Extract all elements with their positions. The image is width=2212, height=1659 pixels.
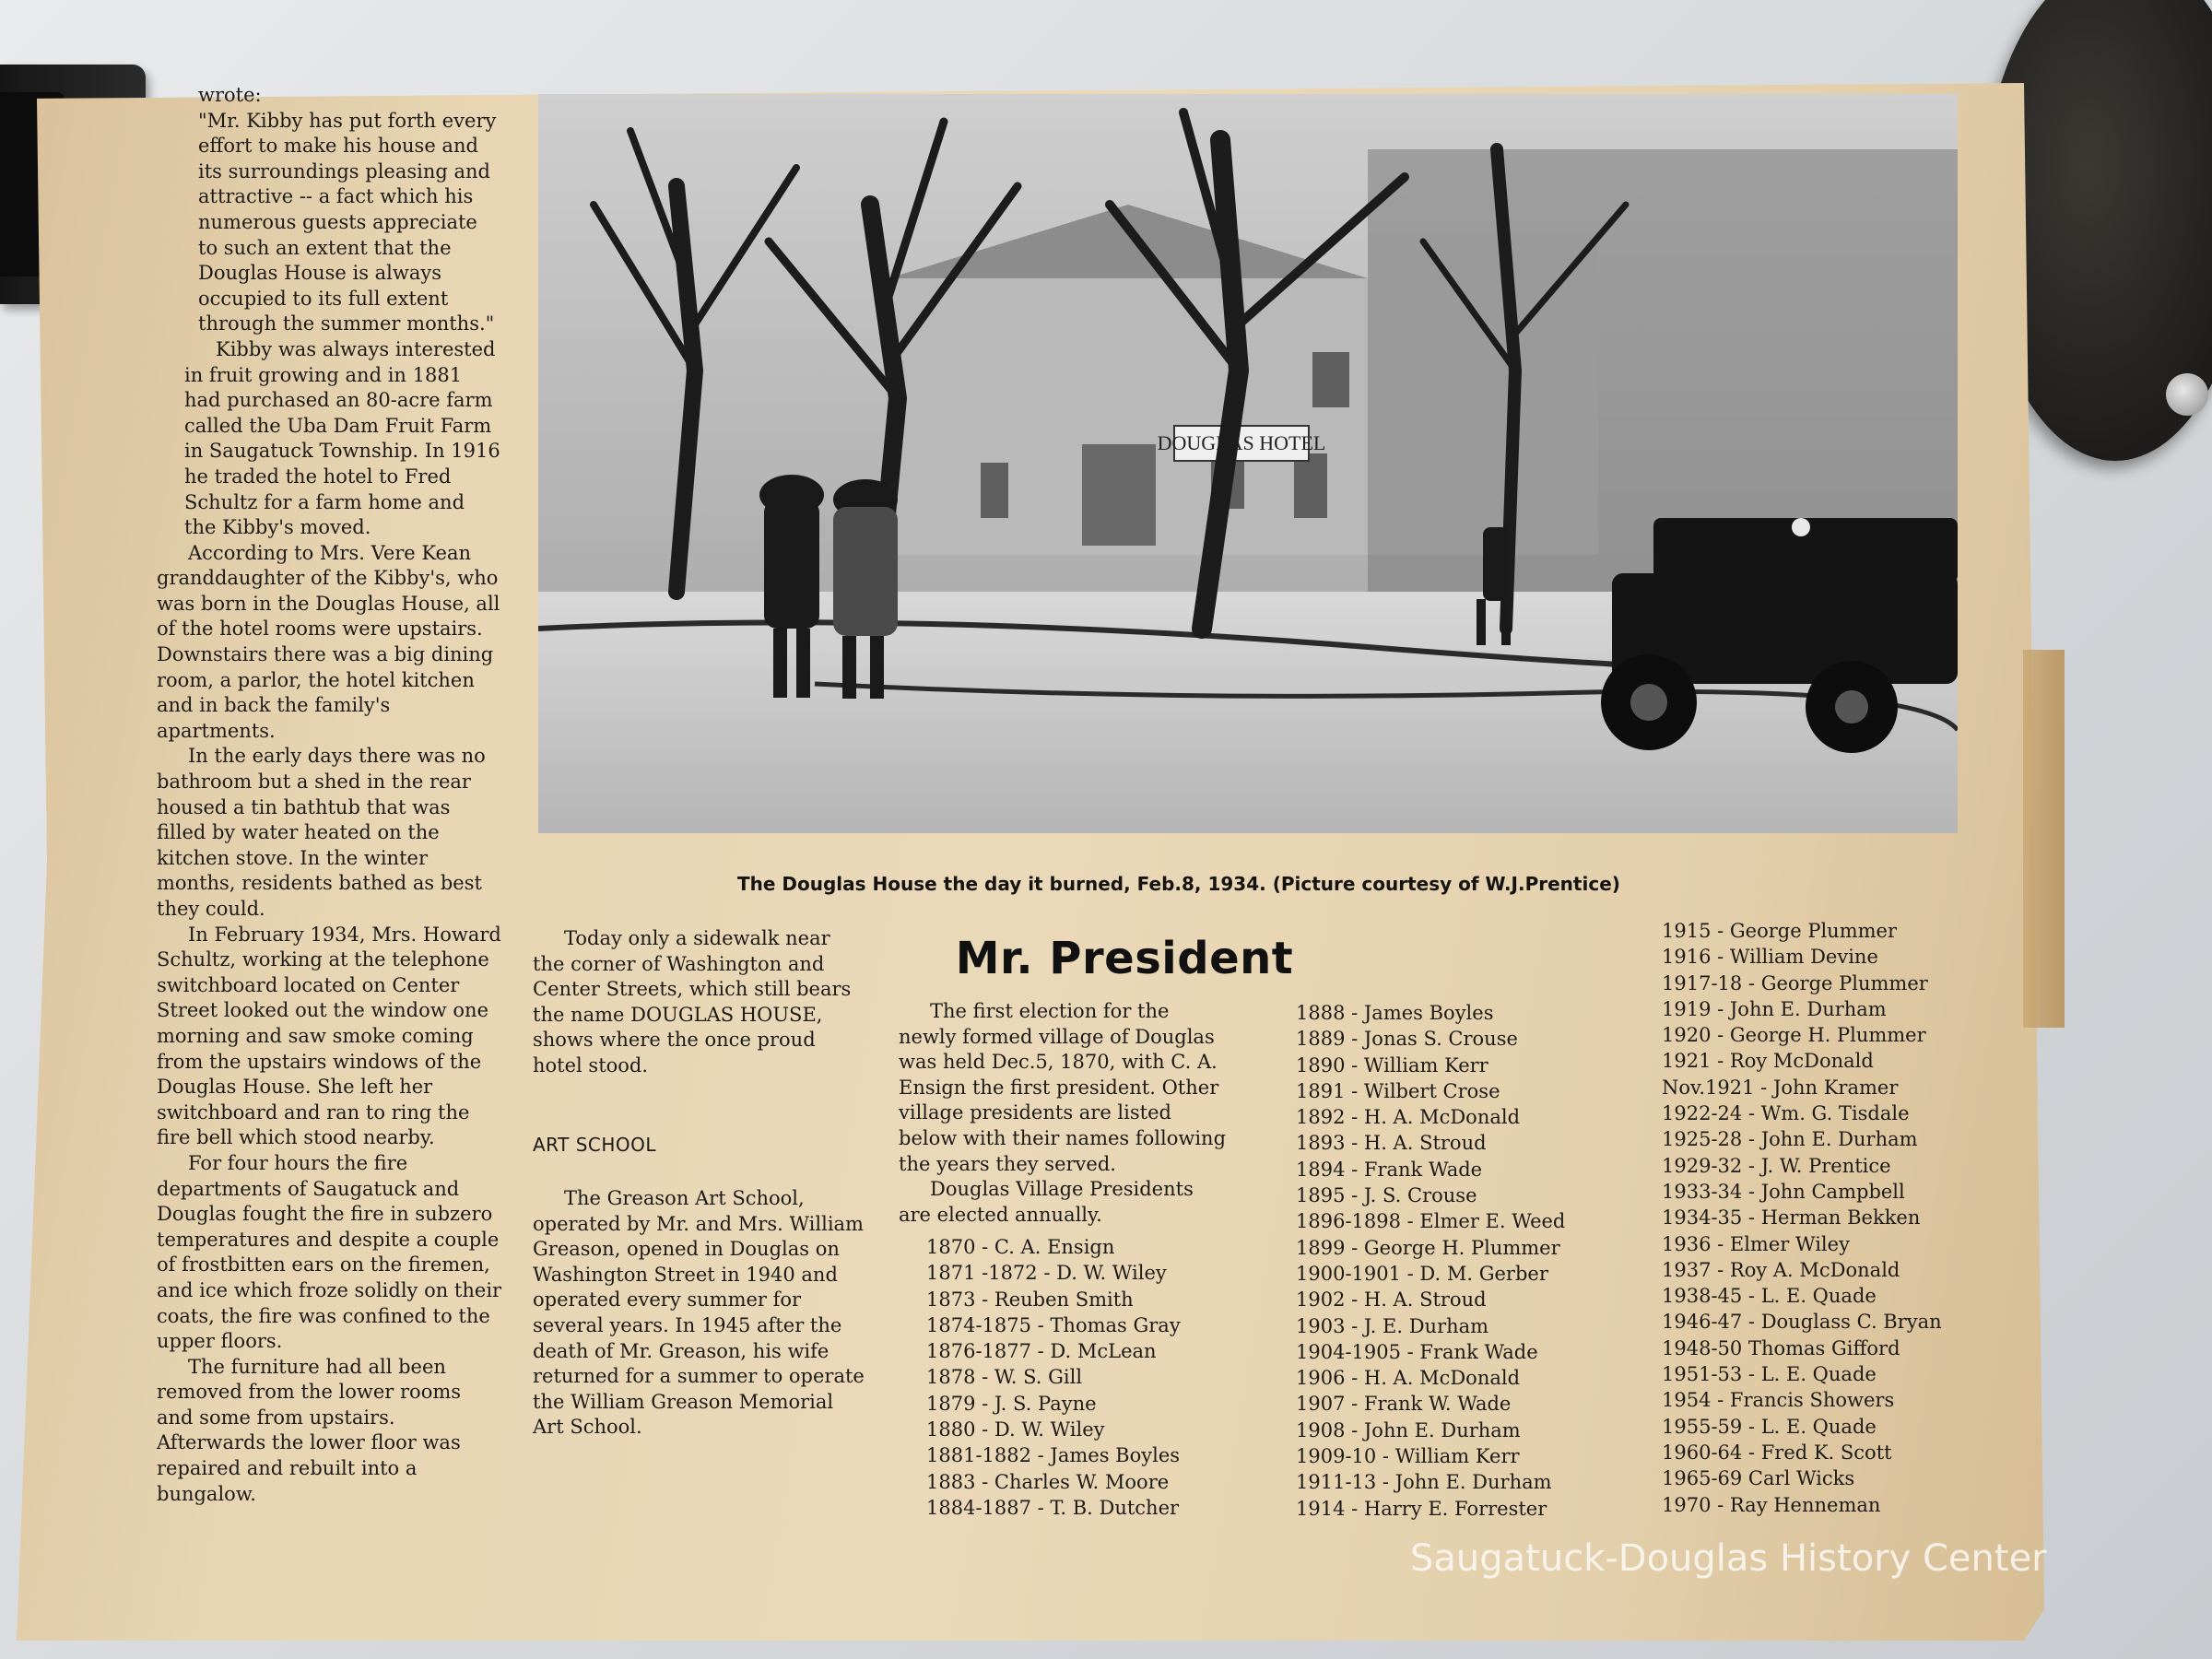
president-intro [899, 999, 1230, 1228]
list-item: 1916 - William Devine [1662, 946, 1878, 969]
list-item: 1954 - Francis Showers [1662, 1389, 1895, 1412]
list-item: 1891 - Wilbert Crose [1296, 1079, 1500, 1102]
list-item: 1922-24 - Wm. G. Tisdale [1662, 1102, 1910, 1125]
list-item: 1970 - Ray Henneman [1662, 1493, 1881, 1516]
list-item: 1893 - H. A. Stroud [1296, 1132, 1487, 1155]
list-item: 1902 - H. A. Stroud [1296, 1288, 1487, 1312]
article-para: In the early days there was no bathroom but a shed in the rear housed a tin bathtub that was filled by water heated on the kitchen stove. In the winter months, residents bathed as best they could. [157, 745, 486, 920]
list-item: 1937 - Roy A. McDonald [1662, 1258, 1900, 1281]
list-item: Nov.1921 - John Kramer [1662, 1076, 1899, 1099]
list-item: 1946-47 - Douglass C. Bryan [1662, 1311, 1942, 1334]
list-item: 1889 - Jonas S. Crouse [1296, 1028, 1518, 1051]
list-item: 1925-28 - John E. Durham [1662, 1128, 1918, 1151]
list-item: 1921 - Roy McDonald [1662, 1050, 1874, 1073]
list-item: 1955-59 - L. E. Quade [1662, 1415, 1877, 1438]
list-item: 1873 - Reuben Smith [926, 1288, 1134, 1311]
article-para: The furniture had all been removed from the lower rooms and some from upstairs. Afterwards the lower floor was repaired and rebuilt into a bungalow. [157, 1355, 462, 1505]
list-item: 1914 - Harry E. Forrester [1296, 1497, 1547, 1520]
douglas-hotel-photo [538, 94, 1958, 833]
article-para: Today only a sidewalk near the corner of Washington and Center Streets, which still bears the name DOUGLAS HOUSE, shows where the once proud hotel stood. [533, 927, 852, 1077]
list-item: 1896-1898 - Elmer E. Weed [1296, 1210, 1566, 1233]
article-para: Douglas Village Presidents are elected annually. [899, 1178, 1194, 1226]
article-column-1 [157, 83, 502, 1507]
headline: Mr. President [955, 933, 1294, 984]
list-item: 1903 - J. E. Durham [1296, 1314, 1489, 1337]
list-item: 1900-1901 - D. M. Gerber [1296, 1262, 1548, 1285]
list-item: 1938-45 - L. E. Quade [1662, 1285, 1877, 1308]
list-item: 1888 - James Boyles [1296, 1002, 1494, 1024]
list-item: 1880 - D. W. Wiley [926, 1418, 1105, 1441]
list-item: 1948-50 Thomas Gifford [1662, 1336, 1900, 1359]
list-item: 1909-10 - William Kerr [1296, 1445, 1520, 1468]
list-item: 1960-64 - Fred K. Scott [1662, 1441, 1892, 1464]
list-item: 1874-1875 - Thomas Gray [926, 1313, 1181, 1336]
hotel-sign: DOUGLAS HOTEL [1157, 431, 1326, 454]
list-item: 1904-1905 - Frank Wade [1296, 1340, 1538, 1363]
list-item: 1899 - George H. Plummer [1296, 1236, 1560, 1259]
list-item: 1965-69 Carl Wicks [1662, 1467, 1855, 1490]
president-list-b [1296, 1000, 1565, 1522]
list-item: 1934-35 - Herman Bekken [1662, 1206, 1921, 1230]
article-para: The Greason Art School, operated by Mr. and Mrs. William Greason, opened in Douglas on Washington Street in 1940 and operated every summer for several years. In 1945 after the death of Mr. Greason, his wife returned for a summer to operate the William Greason Memorial Art School. [533, 1187, 865, 1439]
president-list-c [1662, 918, 1942, 1518]
art-school-column [533, 1186, 865, 1441]
list-item: 1920 - George H. Plummer [1662, 1024, 1926, 1047]
list-item: 1879 - J. S. Payne [926, 1392, 1097, 1415]
list-item: 1890 - William Kerr [1296, 1053, 1488, 1077]
article-para: For four hours the fire departments of Saugatuck and Douglas fought the fire in subzero temperatures and despite a couple of frostbitten ears on the firemen, and ice which froze solidly on their coats, the fire was confined to the upper floors. [157, 1151, 502, 1353]
list-item: 1895 - J. S. Crouse [1296, 1184, 1477, 1207]
article-para: Kibby was always interested in fruit growing and in 1881 had purchased an 80-acre farm called the Uba Dam Fruit Farm in Saugatuck Township. In 1916 he traded the hotel to Fred Schultz for a farm home and the Kibby's moved. [184, 337, 500, 539]
tape-strip [2023, 650, 2065, 1028]
list-item: 1892 - H. A. McDonald [1296, 1106, 1521, 1129]
president-list-a [926, 1234, 1181, 1521]
list-item: 1929-32 - J. W. Prentice [1662, 1154, 1891, 1177]
watermark: Saugatuck-Douglas History Center [1410, 1537, 2047, 1580]
list-item: 1878 - W. S. Gill [926, 1366, 1083, 1389]
list-item: 1933-34 - John Campbell [1662, 1180, 1905, 1203]
photo-caption: The Douglas House the day it burned, Feb.8, 1934. (Picture courtesy of W.J.Prentice) [737, 873, 1620, 895]
article-para: wrote: [198, 84, 262, 106]
article-para: In February 1934, Mrs. Howard Schultz, working at the telephone switchboard located on Center Street looked out the window one morning and saw smoke coming from the upstairs windows of the Douglas House. She left her switchboard and ran to ring the fire bell which stood nearby. [157, 923, 501, 1149]
list-item: 1915 - George Plummer [1662, 920, 1897, 942]
list-item: 1883 - Charles W. Moore [926, 1470, 1170, 1493]
list-item: 1876-1877 - D. McLean [926, 1340, 1157, 1363]
list-item: 1881-1882 - James Boyles [926, 1444, 1181, 1467]
list-item: 1884-1887 - T. B. Dutcher [926, 1496, 1180, 1519]
list-item: 1919 - John E. Durham [1662, 997, 1887, 1020]
section-heading: ART SCHOOL [533, 1134, 657, 1156]
list-item: 1907 - Frank W. Wade [1296, 1393, 1512, 1416]
article-para: According to Mrs. Vere Kean granddaughter of the Kibby's, who was born in the Douglas House, all of the hotel rooms were upstairs. Downstairs there was a big dining room, a parlor, the hotel kitchen and in back the family's apartments. [157, 541, 500, 742]
list-item: 1894 - Frank Wade [1296, 1158, 1483, 1181]
article-column-2 [533, 926, 865, 1079]
article-para: "Mr. Kibby has put forth every effort to make his house and its surroundings pleasing and attractive -- a fact which his numerous guests appreciate to such an extent that the Douglas House is always occupied to its full extent through the summer months." [198, 109, 497, 335]
article-para: The first election for the newly formed village of Douglas was held Dec.5, 1870, with C. A. Ensign the first president. Other village presidents are listed below with their names following the years they served. [899, 1000, 1227, 1175]
list-item: 1871 -1872 - D. W. Wiley [926, 1262, 1167, 1285]
list-item: 1908 - John E. Durham [1296, 1418, 1521, 1441]
list-item: 1906 - H. A. McDonald [1296, 1367, 1521, 1390]
list-item: 1870 - C. A. Ensign [926, 1236, 1115, 1258]
list-item: 1911-13 - John E. Durham [1296, 1471, 1552, 1494]
list-item: 1951-53 - L. E. Quade [1662, 1363, 1877, 1386]
list-item: 1917-18 - George Plummer [1662, 971, 1928, 994]
loupe-button-icon [2166, 373, 2208, 416]
list-item: 1936 - Elmer Wiley [1662, 1232, 1850, 1255]
